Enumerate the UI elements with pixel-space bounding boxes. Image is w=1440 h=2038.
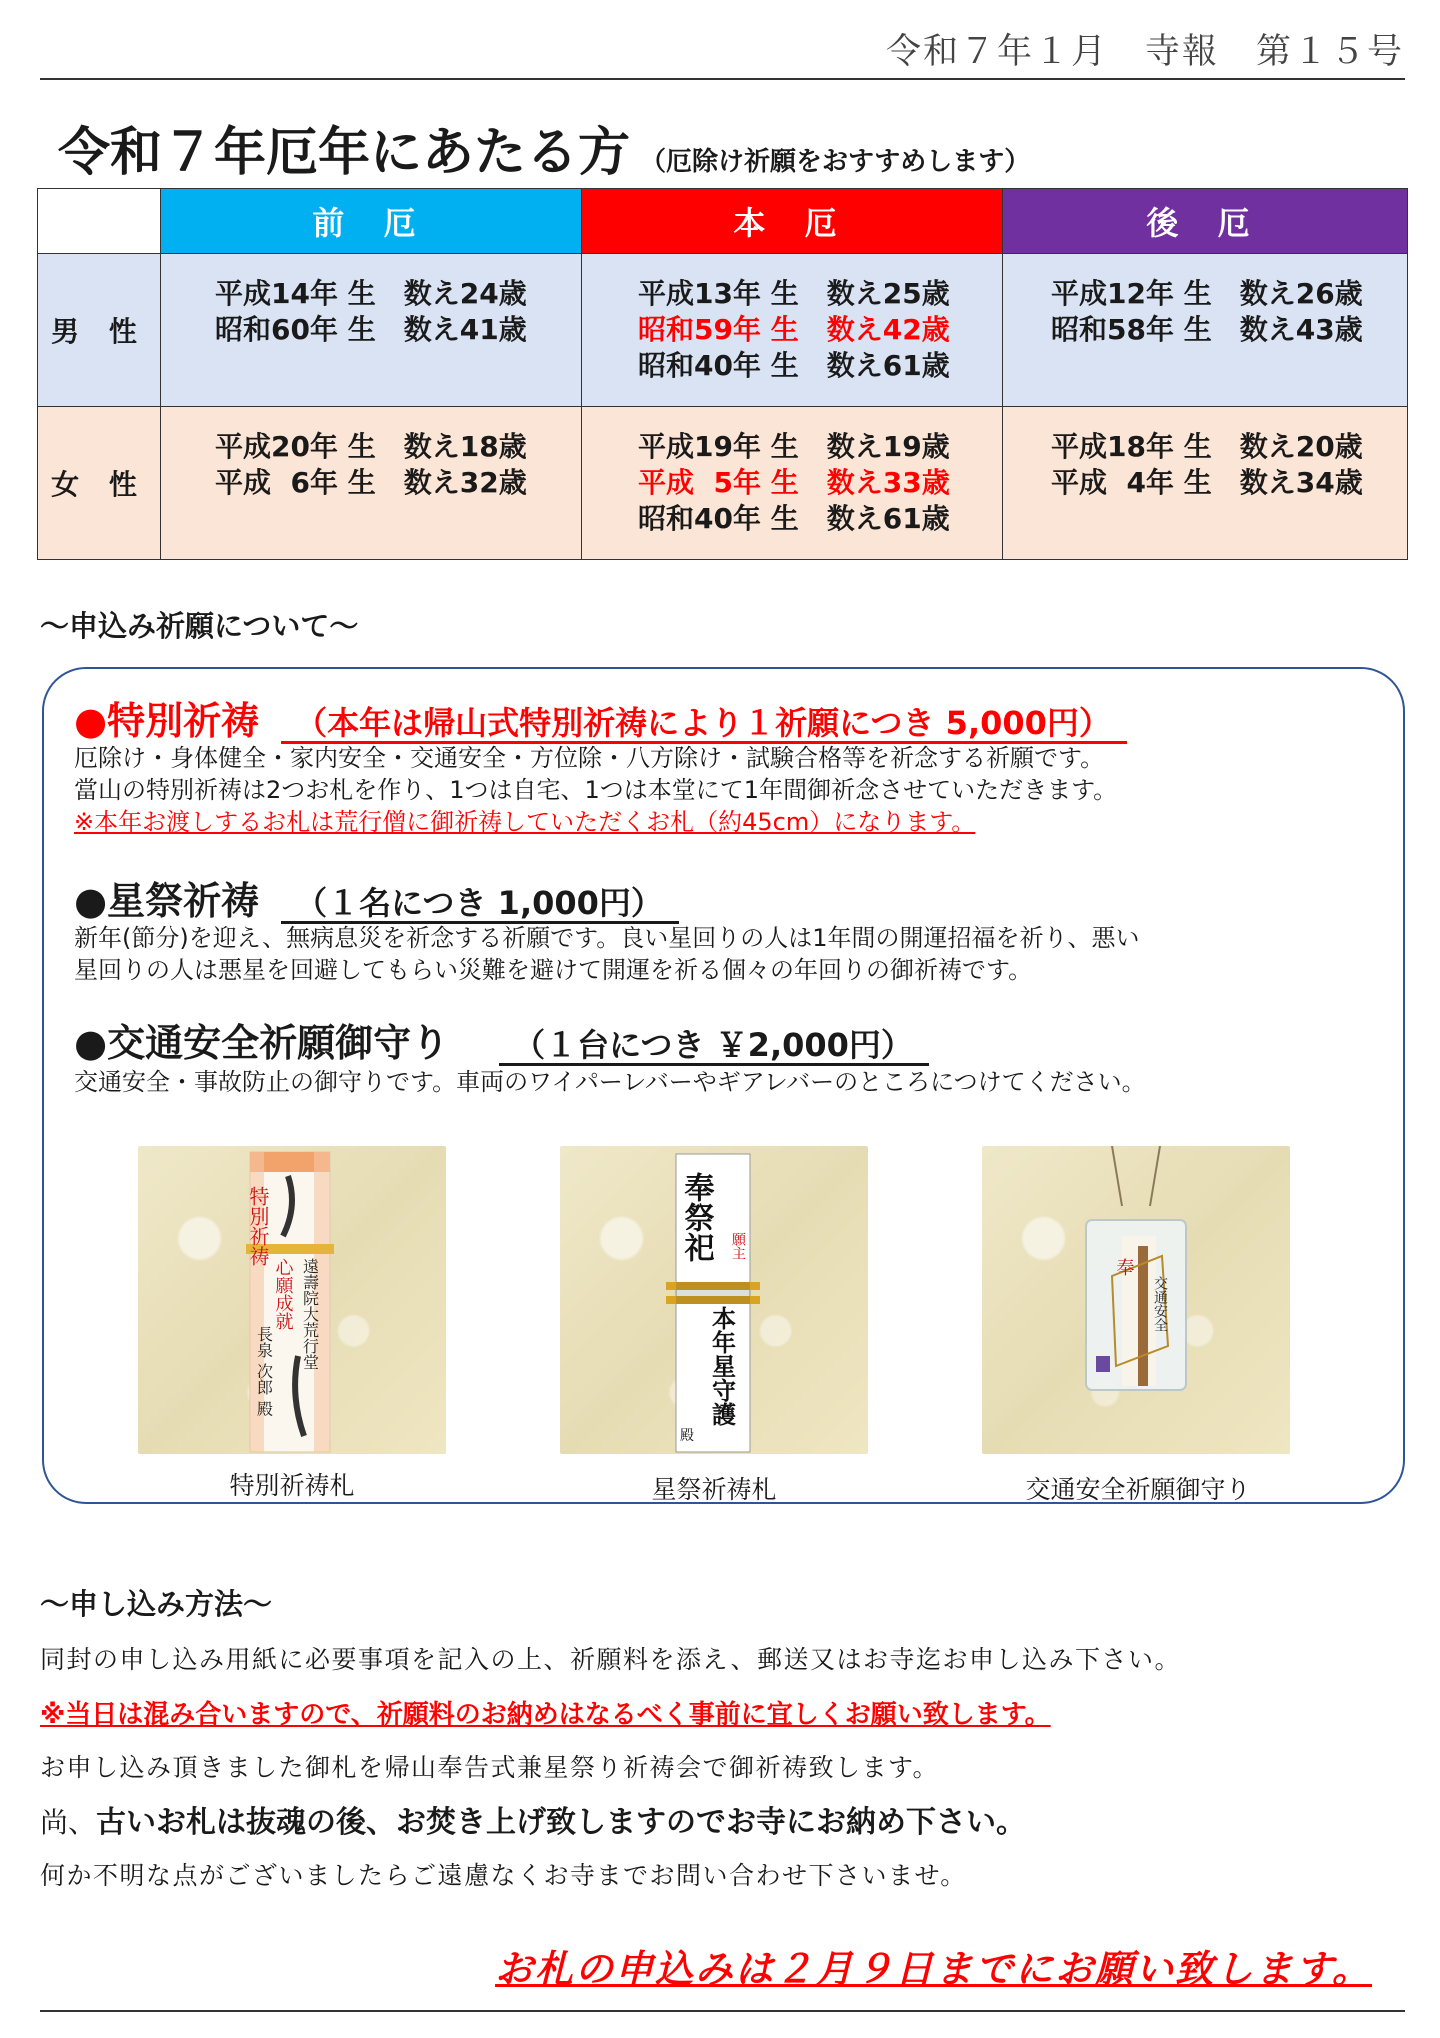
- table-row-male: [38, 254, 1408, 407]
- cell-line: 平成14年 生 数え24歳: [215, 277, 527, 310]
- row-label-male: 男 性: [38, 254, 161, 407]
- cell-line: 平成13年 生 数え25歳: [638, 277, 950, 310]
- method-section-heading: ～申し込み方法～: [40, 1587, 273, 1621]
- method-bold-line: [40, 1797, 1026, 1841]
- issue-number: 令和７年１月 寺報 第１５号: [885, 32, 1404, 72]
- table-corner: [38, 189, 161, 254]
- title-sub: （厄除け祈願をおすすめします）: [640, 147, 1031, 177]
- ofuda-text-dono: 殿: [680, 1428, 694, 1444]
- page-title: [58, 110, 1030, 185]
- header-divider: [40, 78, 1405, 80]
- desc-line: 交通安全・事故防止の御守りです。車両のワイパーレバーやギアレバーのところにつけてください。: [74, 1068, 1146, 1096]
- method-bold-text: 古いお札は抜魂の後、お焚き上げ致しますのでお寺にお納め下さい。: [96, 1805, 1027, 1840]
- cell-line: 平成 6年 生 数え32歳: [215, 466, 527, 499]
- cell-line-highlight: 昭和59年 生 数え42歳: [638, 313, 950, 346]
- cell-line: 平成20年 生 数え18歳: [215, 430, 527, 463]
- yakudoshi-table: [37, 188, 1408, 560]
- photo-caption-tokubetsu: 特別祈祷札: [229, 1471, 355, 1500]
- omamori-text-hou: 奉: [1113, 1258, 1135, 1276]
- item-tokubetsu-desc: [74, 742, 1117, 838]
- deadline-notice: お札の申込みは２月９日までにお願い致します。: [495, 1947, 1372, 1991]
- column-header-atoyaku: 後 厄: [1003, 189, 1408, 254]
- item-tokubetsu-title: [74, 690, 1127, 745]
- item-hoshimatsuri-title: [74, 870, 679, 925]
- method-prefix: 尚、: [40, 1806, 97, 1839]
- item-name: ●交通安全祈願御守り: [74, 1021, 450, 1065]
- cell-female-honyaku: [582, 407, 1003, 560]
- desc-note: ※本年お渡しするお札は荒行僧に御祈祷していただくお札（約45cm）になります。: [74, 808, 976, 836]
- prayer-section-heading: ～申込み祈願について～: [40, 609, 359, 643]
- table-row-female: [38, 407, 1408, 560]
- cell-line: 昭和40年 生 数え61歳: [638, 349, 950, 382]
- method-note: ※当日は混み合いますので、祈願料のお納めはなるべく事前に宜しくお願い致します。: [40, 1700, 1051, 1730]
- cell-line: 平成19年 生 数え19歳: [638, 430, 950, 463]
- photo-hoshimatsuri-ofuda: [560, 1146, 868, 1454]
- cell-female-atoyaku: [1003, 407, 1408, 560]
- photo-caption-koutsu: 交通安全祈願御守り: [1025, 1475, 1251, 1504]
- cell-male-atoyaku: [1003, 254, 1408, 407]
- column-header-maeyaku: 前 厄: [161, 189, 582, 254]
- desc-line: 星回りの人は悪星を回避してもらい災難を避けて開運を祈る個々の年回りの御祈祷です。: [74, 956, 1033, 984]
- photo-caption-hoshimatsuri: 星祭祈祷札: [651, 1475, 777, 1504]
- desc-line: 新年(節分)を迎え、無病息災を祈念する祈願です。良い星回りの人は1年間の開運招福を祈り、悪い: [74, 924, 1140, 952]
- cell-line: 昭和60年 生 数え41歳: [215, 313, 527, 346]
- item-price: （１名につき 1,000円）: [281, 886, 679, 924]
- ofuda-text-main: 奉祭祀: [678, 1172, 714, 1262]
- item-price: （１台につき ￥2,000円）: [499, 1028, 929, 1066]
- method-line-3: 何か不明な点がございましたらご遠慮なくお寺までお問い合わせ下さいませ。: [40, 1861, 967, 1890]
- item-name: ●星祭祈祷: [74, 879, 260, 923]
- photo-koutsu-omamori: [982, 1146, 1290, 1454]
- item-koutsu-desc: [74, 1066, 1146, 1098]
- omamori-image: [982, 1146, 1290, 1454]
- desc-line: 厄除け・身体健全・家内安全・交通安全・方位除・八方除け・試験合格等を祈念する祈願です。: [74, 744, 1105, 772]
- method-line-2: お申し込み頂きました御札を帰山奉告式兼星祭り祈祷会で御祈祷致します。: [40, 1753, 940, 1782]
- cell-line: 昭和40年 生 数え61歳: [638, 502, 950, 535]
- photo-tokubetsu-ofuda: [138, 1146, 446, 1454]
- omamori-text-safety: 交通安全: [1152, 1276, 1168, 1332]
- row-label-female: 女 性: [38, 407, 161, 560]
- column-header-honyaku: 本 厄: [582, 189, 1003, 254]
- cell-line-highlight: 平成 5年 生 数え33歳: [638, 466, 950, 499]
- ofuda-text-name: 長泉 次郎 殿: [254, 1326, 274, 1417]
- cell-female-maeyaku: [161, 407, 582, 560]
- ofuda-text-star: 本年星守護: [707, 1306, 737, 1426]
- ofuda-text-temple: 遠壽院大荒行堂: [300, 1258, 320, 1370]
- ofuda-hoshimatsuri-image: [560, 1146, 868, 1454]
- cell-line: 平成12年 生 数え26歳: [1051, 277, 1363, 310]
- cell-male-honyaku: [582, 254, 1003, 407]
- item-price: （本年は帰山式特別祈祷により１祈願につき 5,000円）: [281, 706, 1127, 744]
- item-hoshimatsuri-desc: [74, 922, 1140, 986]
- item-koutsu-title: [74, 1012, 929, 1067]
- item-name: ●特別祈祷: [74, 699, 260, 743]
- method-line-1: 同封の申し込み用紙に必要事項を記入の上、祈願料を添え、郵送又はお寺迄お申し込み下さい。: [40, 1645, 1182, 1674]
- ofuda-text-wish: 心願成就: [272, 1258, 294, 1330]
- cell-line: 平成 4年 生 数え34歳: [1051, 466, 1363, 499]
- ofuda-text-ganshu: 願主: [730, 1232, 746, 1260]
- cell-line: 昭和58年 生 数え43歳: [1051, 313, 1363, 346]
- cell-male-maeyaku: [161, 254, 582, 407]
- desc-line: 當山の特別祈祷は2つお札を作り、1つは自宅、1つは本堂にて1年間御祈念させていただきます。: [74, 776, 1118, 804]
- title-main: 令和７年厄年にあたる方: [58, 123, 631, 183]
- footer-divider: [40, 2010, 1405, 2012]
- ofuda-tokubetsu-image: [138, 1146, 446, 1454]
- cell-line: 平成18年 生 数え20歳: [1051, 430, 1363, 463]
- ofuda-text-red: 特別祈祷: [246, 1186, 270, 1266]
